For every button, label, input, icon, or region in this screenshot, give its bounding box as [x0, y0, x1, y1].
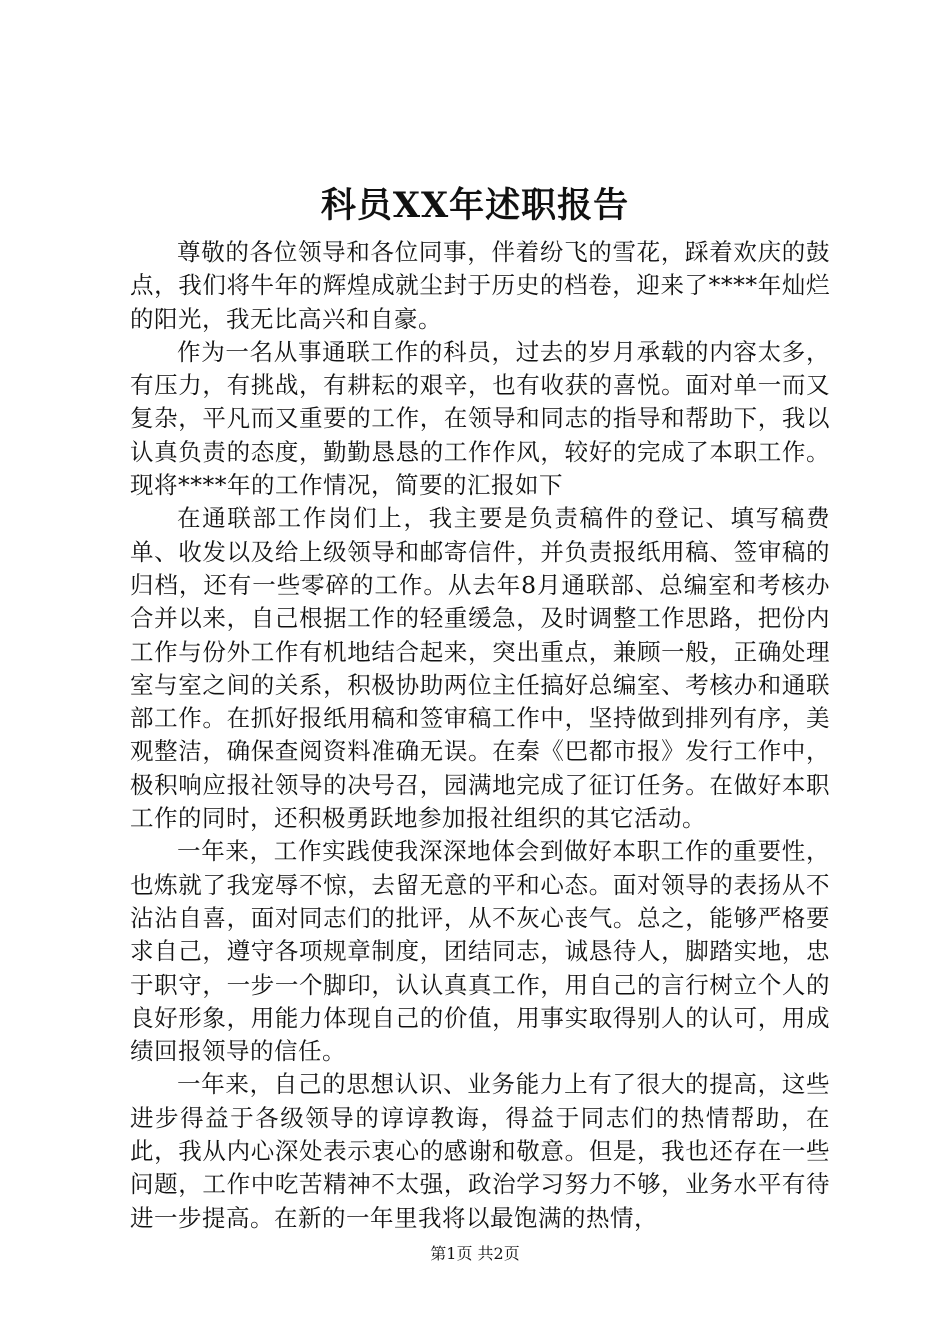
- page-number-footer: 第1页 共2页: [430, 1244, 520, 1263]
- paragraph-5: 一年来，自己的思想认识、业务能力上有了很大的提高，这些进步得益于各级领导的谆谆教诲，得益于同志们的热情帮助，在此，我从内心深处表示衷心的感谢和敬意。但是，我也还存在一些问题，工作中吃苦精神不太强，政治学习努力不够，业务水平有待进一步提高。在新的一年里我将以最饱满的热情，: [130, 1070, 830, 1232]
- document-body: [130, 236, 830, 1235]
- paragraph-2: 作为一名从事通联工作的科员，过去的岁月承载的内容太多，有压力，有挑战，有耕耘的艰辛，也有收获的喜悦。面对单一而又复杂，平凡而又重要的工作，在领导和同志的指导和帮助下，我以认真负责的态度，勤勤恳恳的工作作风，较好的完成了本职工作。现将****年的工作情况，简要的汇报如下: [130, 337, 830, 500]
- document-title: 科员XX年述职报告: [320, 185, 630, 226]
- paragraph-3: 在通联部工作岗们上，我主要是负责稿件的登记、填写稿费单、收发以及给上级领导和邮寄信件，并负责报纸用稿、签审稿的归档，还有一些零碎的工作。从去年8月通联部、总编室和考核办合并以来，自己根据工作的轻重缓急，及时调整工作思路，把份内工作与份外工作有机地结合起来，突出重点，兼顾一般，正确处理室与室之间的关系，积极协助两位主任搞好总编室、考核办和通联部工作。在抓好报纸用稿和签审稿工作中，坚持做到排列有序，美观整洁，确保查阅资料准确无误。在秦《巴都市报》发行工作中，极积响应报社领导的决号召，园满地完成了征订任务。在做好本职工作的同时，还积极勇跃地参加报社组织的其它活动。: [130, 504, 830, 833]
- paragraph-1: 尊敬的各位领导和各位同事，伴着纷飞的雪花，踩着欢庆的鼓点，我们将牛年的辉煌成就尘封于历史的档卷，迎来了****年灿烂的阳光，我无比高兴和自豪。: [130, 238, 830, 333]
- paragraph-4: 一年来，工作实践使我深深地体会到做好本职工作的重要性，也炼就了我宠辱不惊，去留无意的平和心态。面对领导的表扬从不沾沾自喜，面对同志们的批评，从不灰心丧气。总之，能够严格要求自己，遵守各项规章制度，团结同志，诚恳待人，脚踏实地，忠于职守，一步一个脚印，认认真真工作，用自己的言行树立个人的良好形象，用能力体现自己的价值，用事实取得别人的认可，用成绩回报领导的信任。: [130, 837, 830, 1066]
